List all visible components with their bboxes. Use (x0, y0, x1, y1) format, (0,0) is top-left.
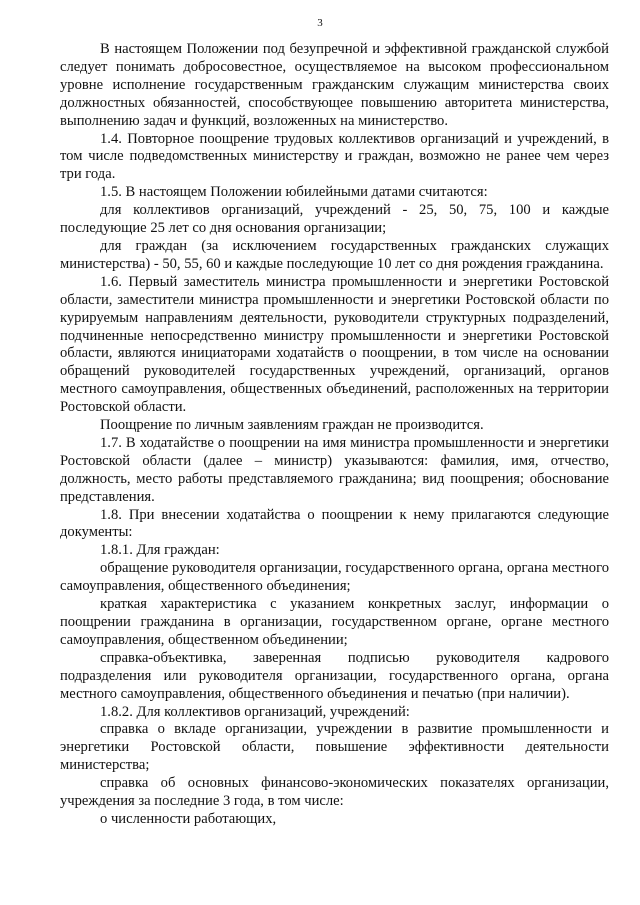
paragraph-staff-count: о численности работающих, (100, 810, 277, 827)
paragraph-1-8-1: 1.8.1. Для граждан: (100, 542, 220, 559)
paragraph-certificate: справка-объективка, заверенная подписью руководителя кадрового подразделения или руководителя организации, государственного органа, органа местного самоуправления, общественного объединения и печатью (при наличии). (60, 649, 609, 702)
paragraph-appeal: обращение руководителя организации, государственного органа, органа местного самоуправления, общественного объединения; (60, 560, 609, 595)
paragraph-contribution: справка о вкладе организации, учреждении в развитие промышленности и энергетики Ростовской области, повышение эффективности деятельности министерства; (60, 721, 609, 774)
paragraph-personal-requests: Поощрение по личным заявлениям граждан не производится. (100, 417, 484, 434)
paragraph-characteristic: краткая характеристика с указанием конкретных заслуг, информации о поощрении гражданина в организации, государственном органе, органе местного самоуправления, общественном объединении; (60, 596, 609, 648)
page-number: 3 (317, 17, 323, 29)
paragraph-1-4: 1.4. Повторное поощрение трудовых коллективов организаций и учреждений, в том числе подведомственных министерству и граждан, возможно не ранее чем через три года. (60, 130, 609, 183)
paragraph-1-8: 1.8. При внесении ходатайства о поощрении к нему прилагаются следующие документы: (60, 506, 609, 541)
paragraph-financial: справка об основных финансово-экономических показателях организации, учреждения за последние 3 года, в том числе: (60, 775, 609, 810)
paragraph-citizens-dates: для граждан (за исключением государственных гражданских служащих министерства) - 50, 55, 60 и каждые последующие 10 лет со дня рождения гражданина. (60, 237, 609, 272)
paragraph-collectives-dates: для коллективов организаций, учреждений - 25, 50, 75, 100 и каждые последующие 25 лет со дня основания организации; (60, 202, 609, 237)
document-body (60, 41, 609, 829)
paragraph-1-7: 1.7. В ходатайстве о поощрении на имя министра промышленности и энергетики Ростовской области (далее – министр) указываются: фамилия, имя, отчество, должность, место работы представляемого гражданина; вид поощрения; обоснование представления. (60, 434, 609, 505)
paragraph-service-definition: В настоящем Положении под безупречной и эффективной гражданской службой следует понимать добросовестное, осуществляемое на высоком профессиональном уровне исполнение государственным гражданским служащим министерства своих должностных обязанностей, способствующее повышению авторитета министерства, выполнению задач и функций, возложенных на министерство. (60, 41, 609, 129)
paragraph-1-6: 1.6. Первый заместитель министра промышленности и энергетики Ростовской области, заместители министра промышленности и энергетики Ростовской области по курируемым направлениям деятельности, руководители структурных подразделений, подчиненные непосредственно министру промышленности и энергетики Ростовской области, являются инициаторами ходатайств о поощрении, в том числе на основании обращений руководителей государственных учреждений, организаций, органов местного самоуправления, общественных объединений, расположенных на территории Ростовской области. (60, 273, 609, 416)
paragraph-1-5: 1.5. В настоящем Положении юбилейными датами считаются: (100, 184, 488, 201)
paragraph-1-8-2: 1.8.2. Для коллективов организаций, учреждений: (100, 703, 410, 720)
